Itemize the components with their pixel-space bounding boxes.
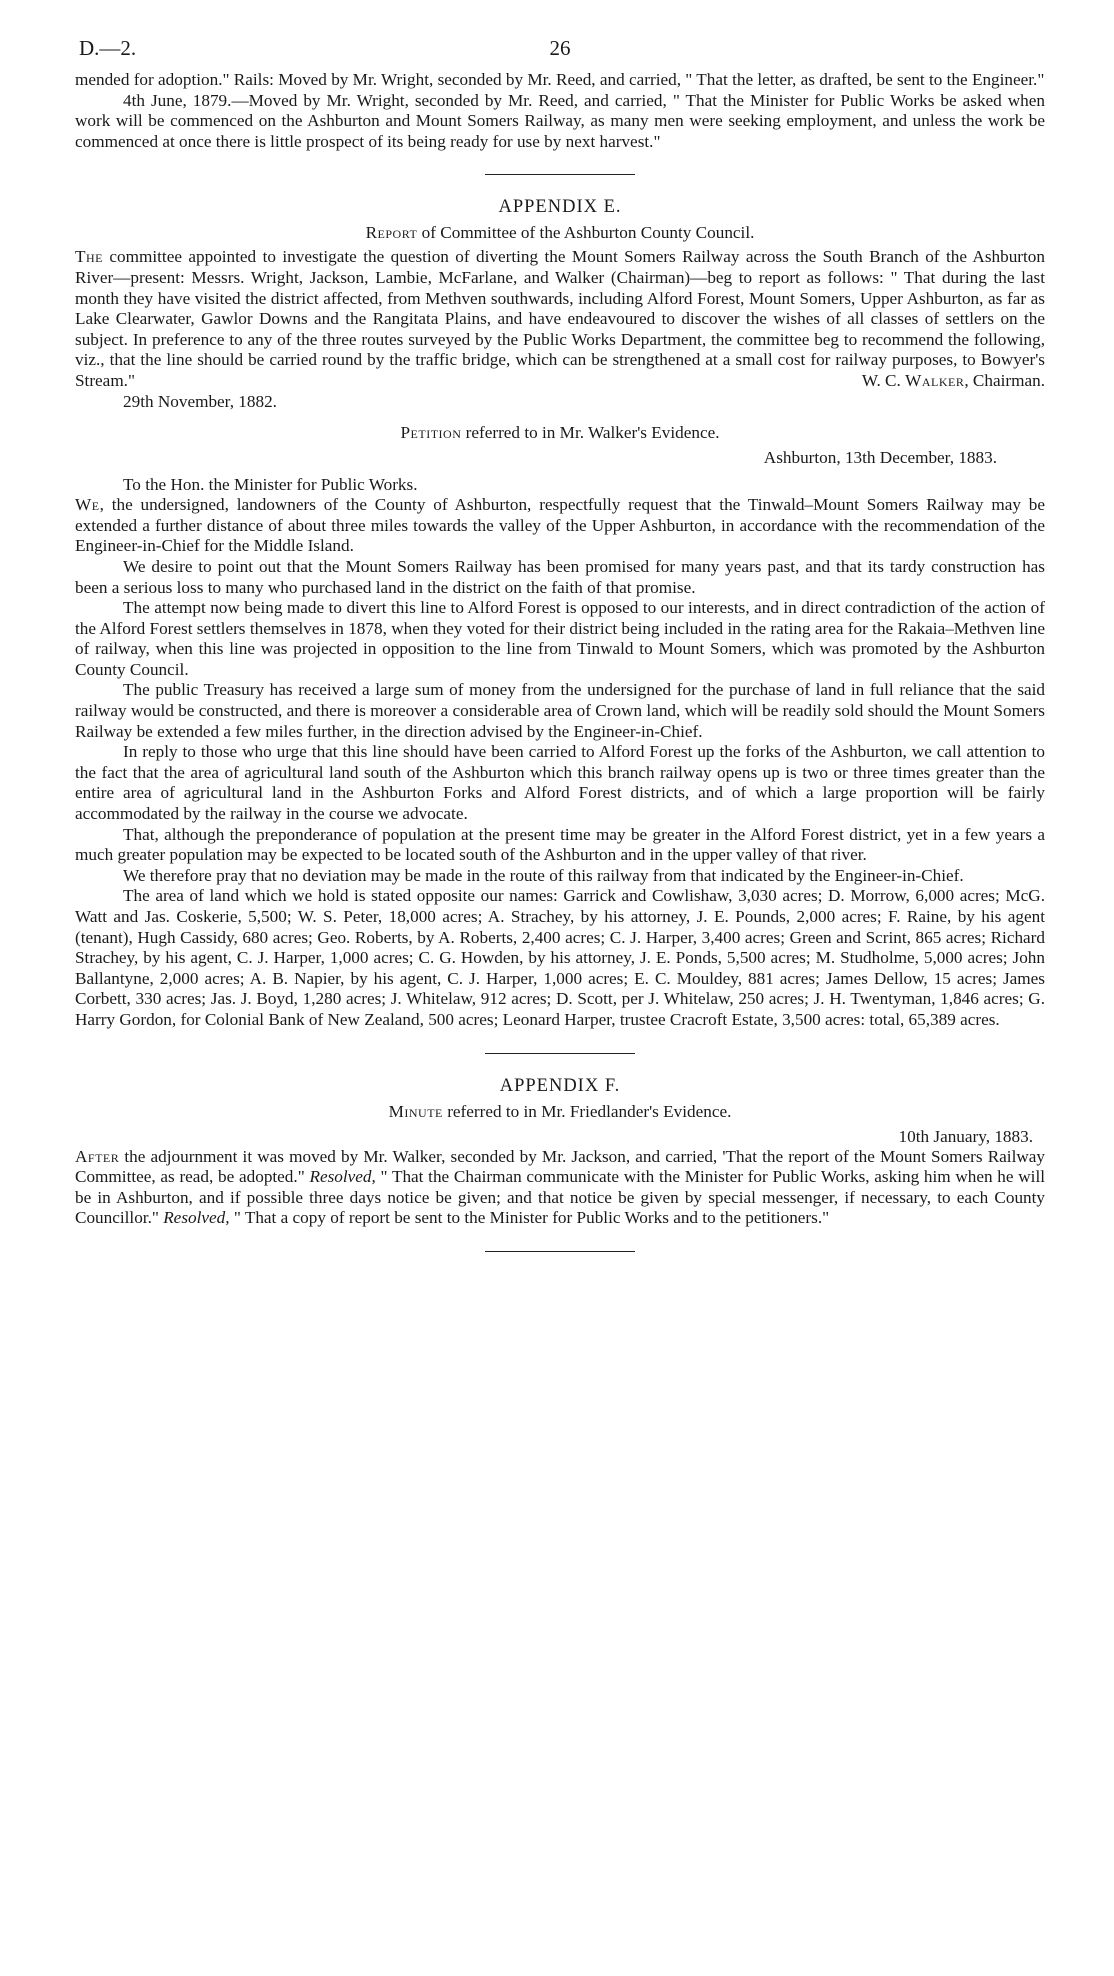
appendix-f-subheading-lead: Minute: [388, 1101, 443, 1121]
appendix-f-title: APPENDIX F.: [499, 1075, 621, 1096]
petition-paragraph-1: [75, 495, 1045, 557]
signature-surname: Walker: [905, 370, 965, 390]
petition-place-date: Ashburton, 13th December, 1883.: [763, 448, 997, 468]
committee-report-lead: The: [75, 247, 103, 267]
petition-paragraph-5: In reply to those who urge that this line should have been carried to Alford Forest up the forks of the Ashburton, we call attention to the fact that the area of agricultural land south of the Ashburton which this branch railway opens up is two or three times greater than the entire area of agricultural land in the Ashburton Forks and Alford Forest districts, and of which a large proportion will be fairly accommodated by the railway in the course we advocate.: [75, 742, 1045, 824]
minute-lead: After: [75, 1146, 120, 1166]
committee-report-date: 29th November, 1882.: [123, 391, 277, 411]
minute-body-3: " That a copy of report be sent to the Minister for Public Works and to the petitioners.": [229, 1208, 830, 1228]
committee-report-body: committee appointed to investigate the question of diverting the Mount Somers Railway across the South Branch of the Ashburton River—present: Messrs. Wright, Jackson, Lambie, McFarlane, and Walker (Chairman)—beg to report as follows: " That during the last month they have visited the district affected, from Methven southwards, including Alford Forest, Mount Somers, Upper Ashburton, as far as Lake Clearwater, Gawlor Downs and the Rangitata Plains, and have endeavoured to discover the wishes of all classes of settlers on the subject. In preference to any of the three routes surveyed by the Public Works Department, the committee beg to recommend the following, viz., that the line should be carried round by the traffic bridge, which can be strengthened at a small cost for railway purposes, to Bowyer's Stream.": [75, 247, 1045, 390]
petition-paragraph-3: The attempt now being made to divert this line to Alford Forest is opposed to our interests, and in direct contradiction of the action of the Alford Forest settlers themselves in 1878, when they voted for their district being included in the rating area for the Rakaia–Methven line of railway, when this line was projected in opposition to the line from Tinwald to Mount Somers, which was promoted by the Ashburton County Council.: [75, 598, 1045, 679]
page-number: 26: [549, 36, 571, 60]
petition-paragraph-8-landholders: The area of land which we hold is stated opposite our names: Garrick and Cowlishaw, 3,030 acres; D. Morrow, 6,000 acres; McG. Watt and Jas. Coskerie, 5,500; W. S. Peter, 18,000 acres; A. Strachey, by his attorney, J. E. Pounds, 2,000 acres; F. Raine, by his agent (tenant), Hugh Cassidy, 680 acres; Geo. Roberts, by A. Roberts, 2,400 acres; C. J. Harper, 3,400 acres; Green and Scrint, 865 acres; Richard Strachey, by his agent, C. J. Harper, 1,000 acres; C. G. Howden, by his attorney, J. E. Ponds, 5,500 acres; M. Studholme, 5,000 acres; John Ballantyne, 2,000 acres; A. B. Napier, by his agent, C. J. Harper, 1,000 acres; E. C. Mouldey, 881 acres; James Dellow, 15 acres; James Corbett, 330 acres; Jas. J. Boyd, 1,280 acres; J. Whitelaw, 912 acres; D. Scott, per J. Whitelaw, 250 acres; J. H. Twentyman, 1,846 acres; G. Harry Gordon, for Colonial Bank of New Zealand, 500 acres; Leonard Harper, trustee Cracroft Estate, 3,500 acres: total, 65,389 acres.: [75, 886, 1045, 1029]
committee-report-signature: [862, 371, 1045, 392]
section-divider: [485, 174, 635, 175]
intro-paragraph-june-1879: 4th June, 1879.—Moved by Mr. Wright, seconded by Mr. Reed, and carried, " That the Minister for Public Works be asked when work will be commenced on the Ashburton and Mount Somers Railway, as many men were seeking employment, and unless the work be commenced at once there is little prospect of its being ready for use by next harvest.": [75, 90, 1045, 151]
appendix-e-subheading-rest: of Committee of the Ashburton County Council.: [417, 223, 755, 243]
signature-initials: W. C.: [861, 370, 906, 390]
petition-heading-lead: Petition: [400, 423, 462, 443]
intro-paragraph-continuation: mended for adoption." Rails: Moved by Mr. Wright, seconded by Mr. Reed, and carried, " That the letter, as drafted, be sent to the Engineer.": [75, 70, 1045, 89]
petition-paragraph-2: We desire to point out that the Mount Somers Railway has been promised for many years past, and that its tardy construction has been a serious loss to many who purchased land in the district on the faith of that promise.: [75, 556, 1045, 597]
petition-heading: [75, 422, 1045, 443]
minute-paragraph: [75, 1147, 1045, 1229]
document-reference: D.—2.: [79, 36, 137, 60]
petition-paragraph-1-body: , the undersigned, landowners of the County of Ashburton, respectfully request that the Tinwald–Mount Somers Railway may be extended a further distance of about three miles towards the valley of the Upper Ashburton, in accordance with the recommendation of the Engineer-in-Chief for the Middle Island.: [75, 495, 1045, 556]
minute-date: 10th January, 1883.: [898, 1126, 1033, 1146]
appendix-f-subheading-rest: referred to in Mr. Friedlander's Evidence.: [442, 1101, 732, 1121]
petition-heading-rest: referred to in Mr. Walker's Evidence.: [461, 423, 720, 443]
appendix-f-subheading: [75, 1101, 1045, 1122]
section-divider: [485, 1053, 635, 1054]
committee-report-paragraph: [75, 247, 1045, 391]
appendix-e-subheading: [75, 222, 1045, 243]
appendix-e-subheading-lead: Report: [365, 223, 418, 243]
appendix-e-title: APPENDIX E.: [498, 197, 622, 218]
minute-body-2: " That the Chairman communicate with the Minister for Public Works, asking him when he will be in Ashburton, and if possible three days notice be given; and that notice be given by special messenger, if necessary, to each County Councillor.": [75, 1167, 1045, 1228]
petition-paragraph-7: We therefore pray that no deviation may be made in the route of this railway from that indicated by the Engineer-in-Chief.: [123, 865, 964, 885]
section-divider: [485, 1251, 635, 1252]
petition-lead: We: [75, 495, 100, 515]
signature-role: , Chairman.: [964, 370, 1045, 390]
petition-paragraph-4: The public Treasury has received a large sum of money from the undersigned for the purchase of land in full reliance that the said railway would be constructed, and there is moreover a considerable area of Crown land, which will be readily sold should the Mount Somers Railway be extended a few miles further, in the direction advised by the Engineer-in-Chief.: [75, 680, 1045, 741]
document-page: [75, 36, 1045, 1274]
petition-addressee: To the Hon. the Minister for Public Works.: [123, 475, 418, 495]
minute-resolved-1: Resolved,: [309, 1167, 376, 1187]
minute-resolved-2: Resolved,: [163, 1208, 230, 1228]
minute-body-1: the adjournment it was moved by Mr. Walker, seconded by Mr. Jackson, and carried, 'That the report of the Mount Somers Railway Committee, as read, be adopted.": [75, 1146, 1045, 1187]
petition-paragraph-6: That, although the preponderance of population at the present time may be greater in the Alford Forest district, yet in a few years a much greater population may be expected to be located south of the Ashburton and in the upper valley of that river.: [75, 824, 1045, 865]
page-header: [75, 36, 1045, 70]
